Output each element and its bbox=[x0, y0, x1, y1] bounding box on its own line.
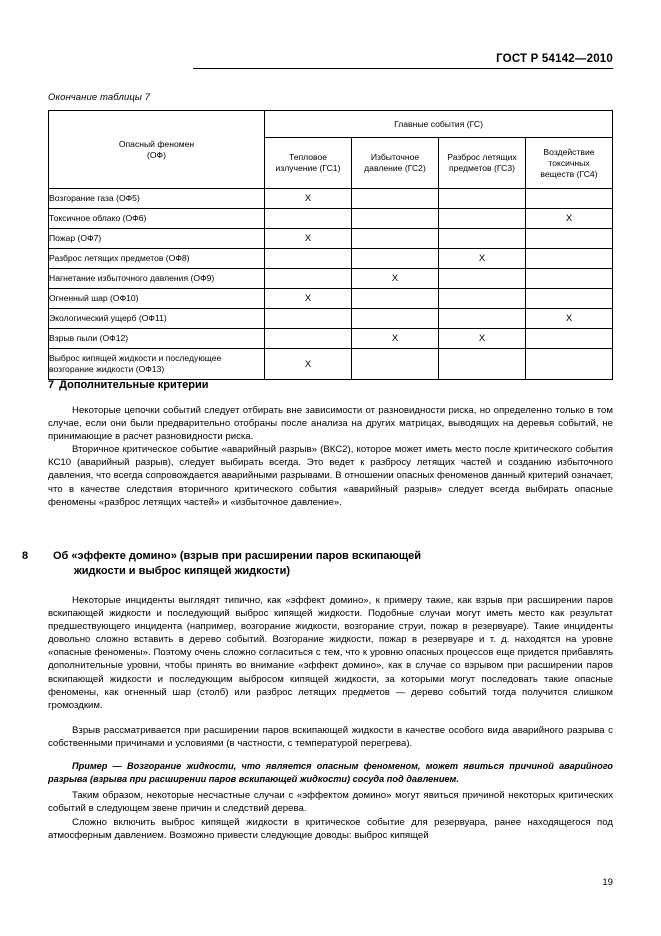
section-7-body bbox=[48, 404, 613, 509]
header-gs4 bbox=[526, 138, 613, 189]
cell-gs1 bbox=[265, 189, 352, 209]
table-row bbox=[49, 349, 613, 380]
header-gs2 bbox=[352, 138, 439, 189]
header-gs1-line2: излучение (ГС1) bbox=[275, 163, 341, 173]
table-row bbox=[49, 269, 613, 289]
section-8-paragraph-1: Некоторые инциденты выглядят типично, как «эффект домино», к примеру такие, как взрыв при расширении паров вскипающей жидкости и последующий выброс кипящей жидкости. Подобные случаи могут иметь место как результат предшествующего инцидента (например, возгорание жидкости, возгорание струи, пожар в резервуаре). Такие инциденты довольно сложно вставить в дерево событий. Возгорание жидкости, пожар в резервуаре и т. д. находятся на уровне «опасные феномены». Поэтому очень сложно согласиться с тем, что к уровню опасных процессов еще придется прибавлять дополнительные уровни, чтобы принять во внимание «эффект домино», как в случае со взрывом при расширении паров вскипающей жидкости и последующим выбросом кипящей жидкости, за которыми могут последовать такие опасные феномены, как огненный шар (столб) или разброс летящих предметов — дерево событий тогда получится слишком громоздким. bbox=[48, 595, 613, 711]
section-8-heading: 8 Об «эффекте домино» (взрыв при расширении паров вскипающей жидкости и выброс кипящей жидкости) bbox=[22, 550, 422, 577]
hazard-phenomenon-matrix bbox=[48, 110, 613, 380]
cell-gs1 bbox=[265, 209, 352, 229]
mark-x-icon: X bbox=[478, 333, 486, 344]
cell-phenomenon: Нагнетание избыточного давления (ОФ9) bbox=[49, 269, 265, 289]
cell-gs4 bbox=[526, 249, 613, 269]
cell-gs1 bbox=[265, 289, 352, 309]
section-8-example-block bbox=[48, 760, 613, 786]
header-phenomenon-line2: (ОФ) bbox=[147, 149, 166, 160]
section-8-paragraph-2: Взрыв рассматривается при расширении паров вскипающей жидкости в качестве особого вида аварийного разрыва с собственными причинами и условиями (в частности, с температурой перегрева). bbox=[48, 725, 613, 750]
cell-gs2 bbox=[352, 289, 439, 309]
section-8-paragraph-4: Сложно включить выброс кипящей жидкости в критическое событие для резервуара, ранее находящегося под атмосферным давлением. Возможно привести следующие доводы: выброс кипящей bbox=[48, 817, 613, 842]
section-8-paragraph-2-block bbox=[48, 724, 613, 750]
cell-gs3 bbox=[439, 349, 526, 380]
section-7-paragraph-2: Вторичное критическое событие «аварийный разрыв» (ВКС2), которое может иметь место после критического события КС10 (аварийный разрыв), следует выбирать всегда. Это ведет к разбросу летящих частей и созданию избыточного давления, что всегда сопровождается аварийными разрывами. В отношении опасных феноменов данный критерий означает, что в качестве следствия вторичного критического события «аварийный разрыв» следует всегда выбирать опасные феномены «разброс летящих частей» и «избыточное давление». bbox=[48, 444, 613, 508]
table-row bbox=[49, 289, 613, 309]
header-gs3-line1: Разброс летящих bbox=[447, 152, 517, 162]
cell-gs2 bbox=[352, 349, 439, 380]
header-gs2-line2: давление (ГС2) bbox=[364, 163, 426, 173]
header-gs2-line1: Избыточное bbox=[370, 152, 420, 162]
cell-gs1 bbox=[265, 349, 352, 380]
page-running-header bbox=[193, 52, 613, 66]
cell-gs1 bbox=[265, 269, 352, 289]
table-row bbox=[49, 329, 613, 349]
cell-gs2 bbox=[352, 229, 439, 249]
header-gs4-line2: токсичных bbox=[548, 157, 590, 168]
section-7-paragraph-1: Некоторые цепочки событий следует отбирать вне зависимости от разновидности риска, но определенно только в том случае, если они были предварительно отобраны после анализа на других матрицах, выводящих на деревья событий, не принимающие в расчет разновидности риска. bbox=[48, 405, 613, 443]
table-head-row-1 bbox=[49, 111, 613, 138]
cell-gs2 bbox=[352, 309, 439, 329]
header-gs1-line1: Тепловое bbox=[288, 152, 328, 162]
mark-x-icon: X bbox=[391, 333, 399, 344]
table-row bbox=[49, 189, 613, 209]
header-gs3 bbox=[439, 138, 526, 189]
cell-phenomenon: Токсичное облако (ОФ6) bbox=[49, 209, 265, 229]
cell-phenomenon: Пожар (ОФ7) bbox=[49, 229, 265, 249]
cell-gs4 bbox=[526, 309, 613, 329]
cell-gs2 bbox=[352, 209, 439, 229]
mark-x-icon: X bbox=[304, 293, 312, 304]
header-phenomenon bbox=[49, 111, 265, 189]
section-7-number: 7 bbox=[48, 379, 55, 391]
header-gs3-line2: предметов (ГС3) bbox=[449, 163, 515, 173]
standard-designation: ГОСТ Р 54142—2010 bbox=[496, 53, 613, 65]
cell-gs3 bbox=[439, 189, 526, 209]
cell-gs3 bbox=[439, 229, 526, 249]
section-7-title: Дополнительные критерии bbox=[59, 379, 209, 391]
cell-gs3 bbox=[439, 209, 526, 229]
section-8-example: Пример — Возгорание жидкости, что является опасным феноменом, может явиться причиной аварийного разрыва (взрыва при расширении паров вскипающей жидкости) сосуда под давлением. bbox=[48, 761, 613, 784]
cell-gs1 bbox=[265, 249, 352, 269]
cell-gs3 bbox=[439, 269, 526, 289]
cell-gs3 bbox=[439, 249, 526, 269]
header-gs4-line1: Воздействие bbox=[543, 146, 595, 157]
cell-gs3 bbox=[439, 309, 526, 329]
cell-phenomenon: Разброс летящих предметов (ОФ8) bbox=[49, 249, 265, 269]
header-phenomenon-line1: Опасный феномен bbox=[118, 138, 195, 149]
cell-gs1 bbox=[265, 309, 352, 329]
section-7-heading bbox=[48, 378, 613, 393]
table-row bbox=[49, 209, 613, 229]
section-8-paragraph-3-block bbox=[48, 789, 613, 815]
mark-x-icon: X bbox=[565, 213, 573, 224]
cell-gs4 bbox=[526, 269, 613, 289]
section-8-paragraph-4-block bbox=[48, 816, 613, 842]
cell-gs4 bbox=[526, 209, 613, 229]
cell-gs2 bbox=[352, 269, 439, 289]
header-rule-divider bbox=[193, 68, 613, 69]
table-7-continuation bbox=[48, 110, 613, 380]
section-8-title-line2: жидкости и выброс кипящей жидкости) bbox=[74, 565, 290, 577]
cell-gs4 bbox=[526, 189, 613, 209]
cell-gs4 bbox=[526, 229, 613, 249]
cell-gs1 bbox=[265, 229, 352, 249]
cell-gs2 bbox=[352, 329, 439, 349]
page-number: 19 bbox=[602, 877, 613, 888]
mark-x-icon: X bbox=[304, 233, 312, 244]
cell-gs4 bbox=[526, 329, 613, 349]
table-row bbox=[49, 249, 613, 269]
cell-gs3 bbox=[439, 329, 526, 349]
cell-phenomenon: Выброс кипящей жидкости и последующее возгорание жидкости (ОФ13) bbox=[49, 349, 265, 380]
cell-gs4 bbox=[526, 289, 613, 309]
section-8-heading-block bbox=[22, 549, 613, 579]
cell-phenomenon: Экологический ущерб (ОФ11) bbox=[49, 309, 265, 329]
cell-phenomenon: Возгорание газа (ОФ5) bbox=[49, 189, 265, 209]
cell-gs1 bbox=[265, 329, 352, 349]
section-8-paragraph-1-block bbox=[48, 594, 613, 712]
table-head bbox=[49, 111, 613, 189]
table-caption: Окончание таблицы 7 bbox=[48, 92, 151, 103]
section-8-title-line1: Об «эффекте домино» (взрыв при расширении паров вскипающей bbox=[53, 550, 422, 562]
section-7-heading-block bbox=[48, 378, 613, 393]
mark-x-icon: X bbox=[478, 253, 486, 264]
cell-gs2 bbox=[352, 189, 439, 209]
header-main-events-group: Главные события (ГС) bbox=[265, 111, 613, 138]
section-8-paragraph-3: Таким образом, некоторые несчастные случаи с «эффектом домино» могут явиться причиной некоторых критических событий в следующем звене причин и следствий дерева. bbox=[48, 790, 613, 815]
mark-x-icon: X bbox=[304, 193, 312, 204]
mark-x-icon: X bbox=[565, 313, 573, 324]
mark-x-icon: X bbox=[391, 273, 399, 284]
cell-phenomenon: Взрыв пыли (ОФ12) bbox=[49, 329, 265, 349]
cell-gs3 bbox=[439, 289, 526, 309]
header-gs4-line3: веществ (ГС4) bbox=[540, 168, 598, 179]
table-row bbox=[49, 309, 613, 329]
header-gs1 bbox=[265, 138, 352, 189]
table-body bbox=[49, 189, 613, 380]
cell-gs2 bbox=[352, 249, 439, 269]
cell-phenomenon: Огненный шар (ОФ10) bbox=[49, 289, 265, 309]
mark-x-icon: X bbox=[304, 358, 312, 370]
table-row bbox=[49, 229, 613, 249]
cell-gs4 bbox=[526, 349, 613, 380]
